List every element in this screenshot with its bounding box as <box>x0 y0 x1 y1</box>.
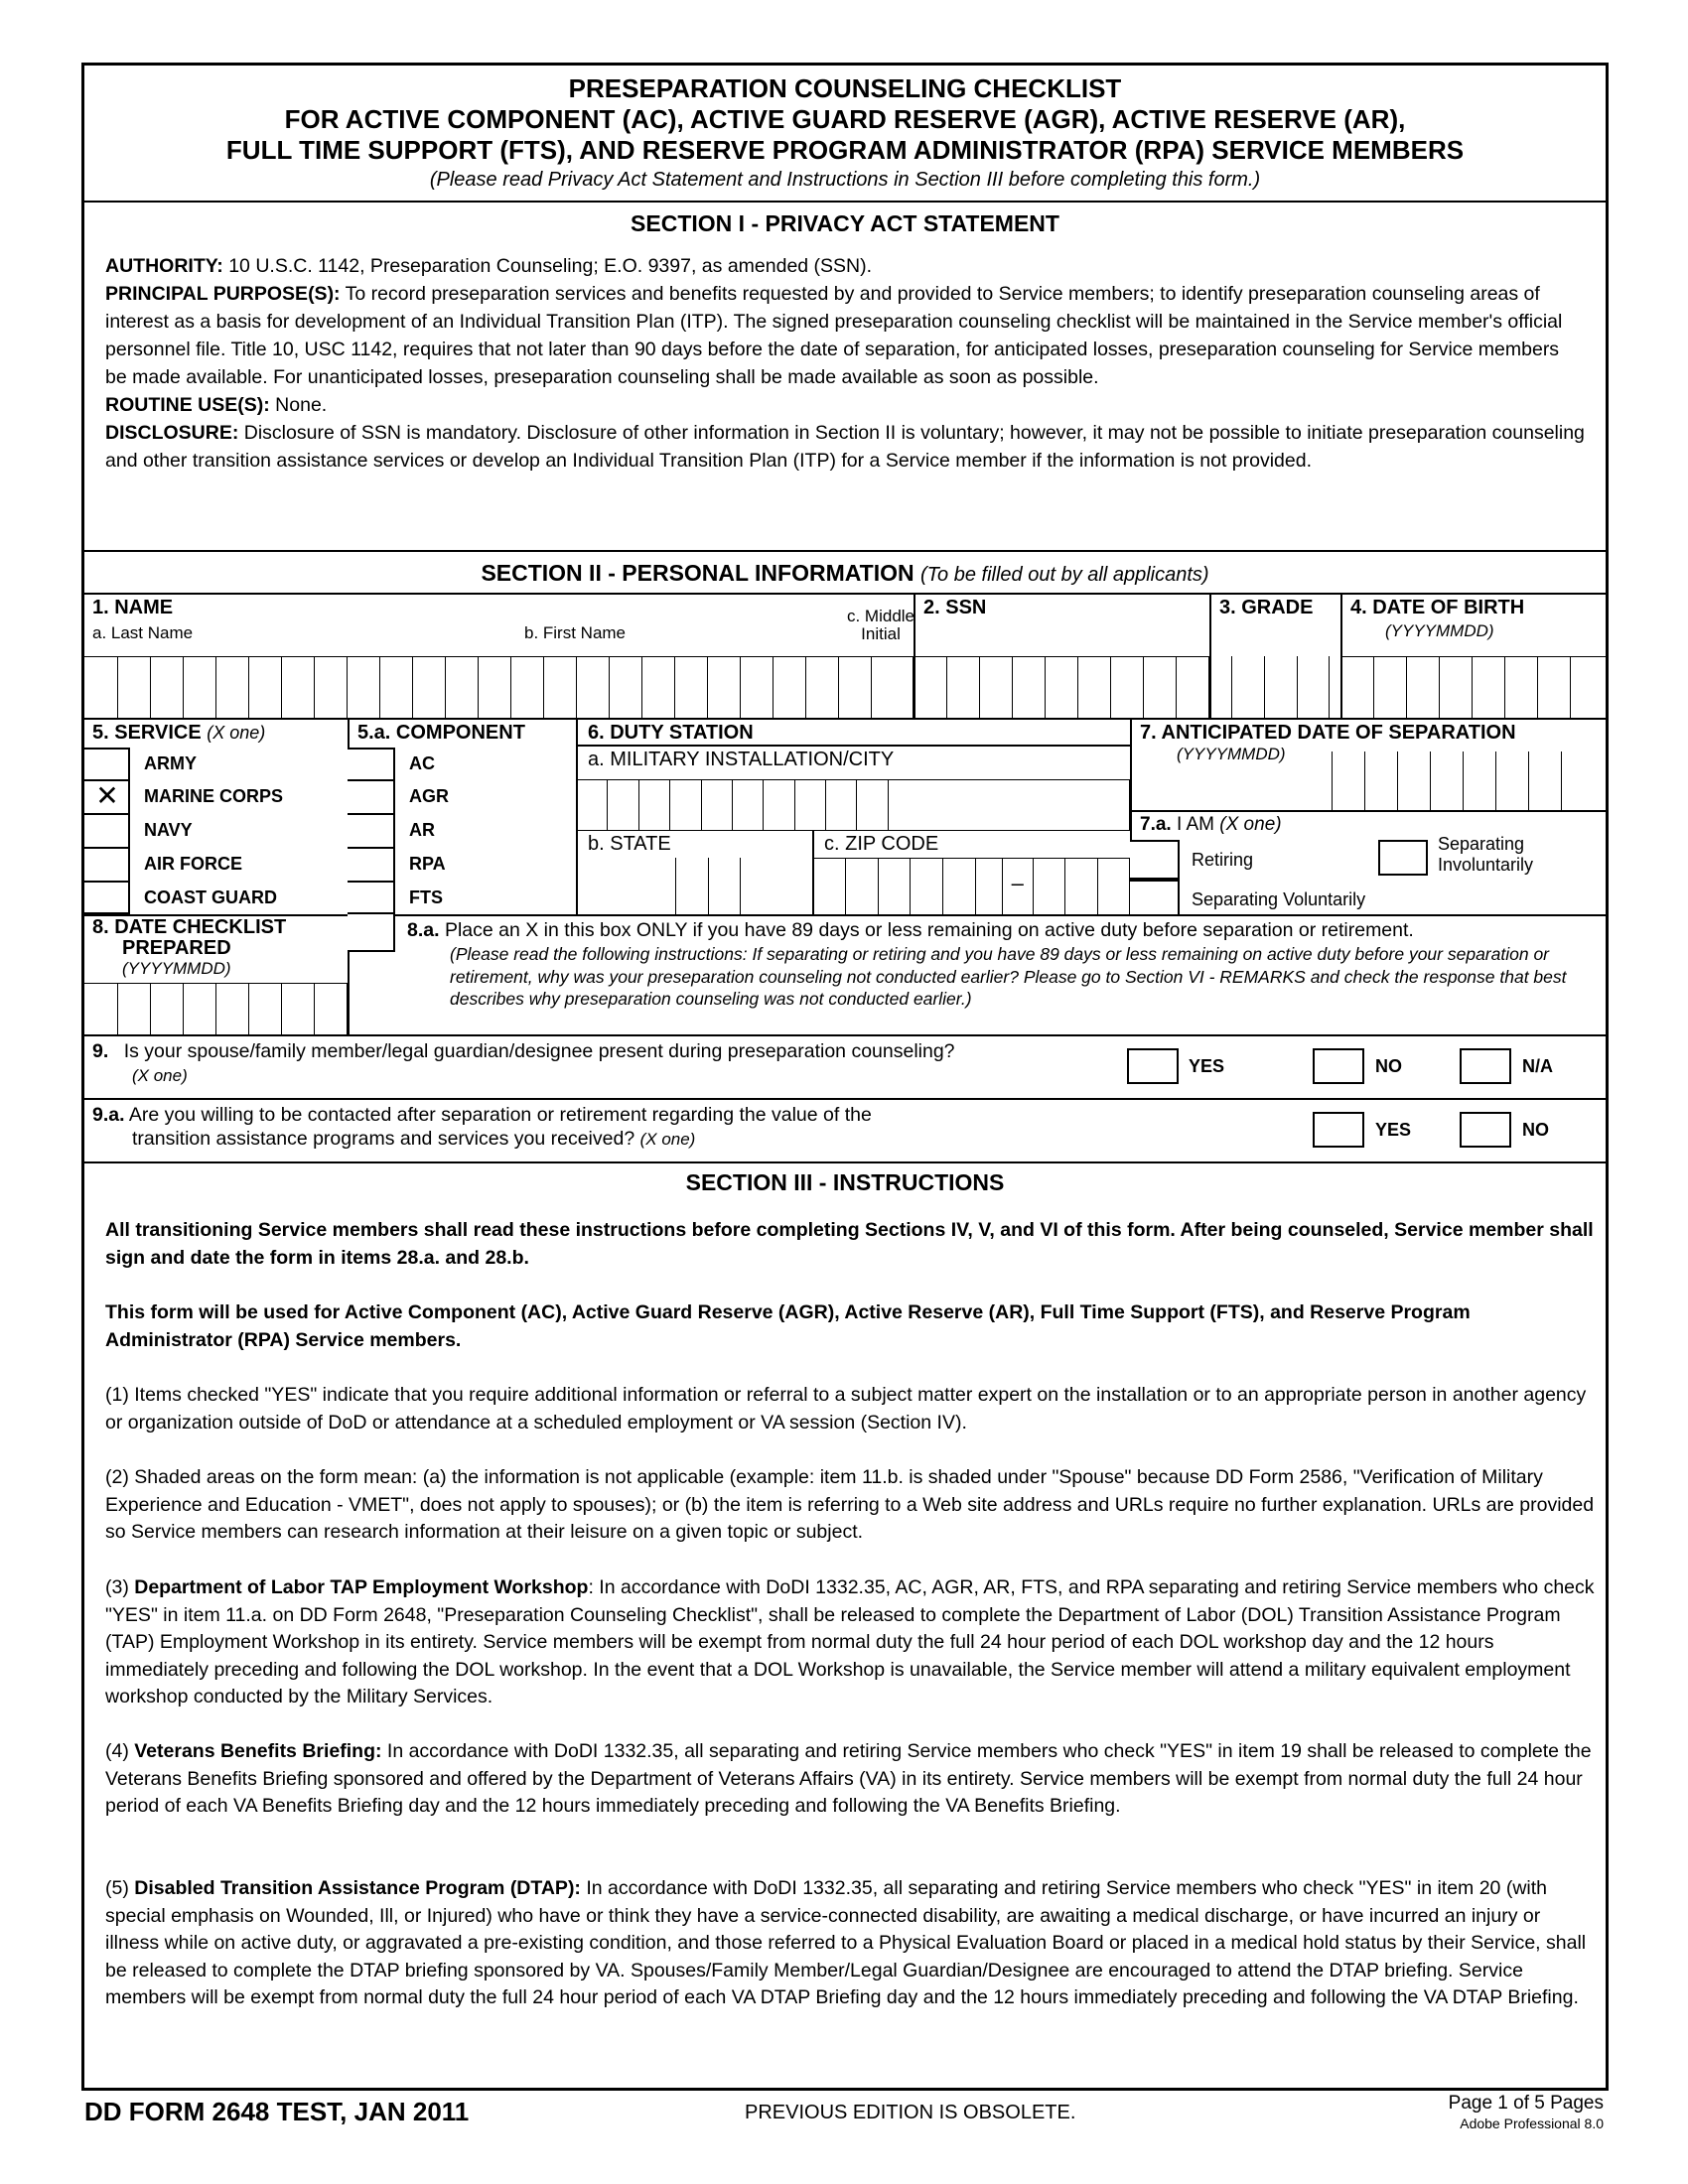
ssn-label: 2. SSN <box>923 597 987 618</box>
obsolete-notice: PREVIOUS EDITION IS OBSOLETE. <box>745 2102 1076 2123</box>
item-8a-label <box>407 919 1414 942</box>
service-marine-corps-checkbox[interactable]: ✕ <box>95 780 119 811</box>
service-label-text: 5. SERVICE <box>92 722 202 744</box>
service-air-force-label: AIR FORCE <box>144 854 242 874</box>
service-label <box>92 722 265 745</box>
component-label: 5.a. COMPONENT <box>357 722 525 744</box>
page-number: Page 1 of 5 Pages <box>1448 2093 1604 2114</box>
disclosure-text: Disclosure of SSN is mandatory. Disclosure of other information in Section II is voluntary; however, it may not be possible to initiate preseparation counseling and other transition assistance services or develop an Individual Transition Plan (ITP) for a Service member if the information is not provided. <box>105 422 1585 472</box>
item-9a-no-checkbox[interactable] <box>1460 1112 1511 1148</box>
divider <box>1130 810 1606 812</box>
service-note: (X one) <box>207 723 266 743</box>
divider <box>84 1161 1606 1163</box>
divider <box>576 745 1130 747</box>
instructions-bold-1: All transitioning Service members shall read these instructions before completing Sections IV, V, and VI of this form. After being counseled, Service member shall sign and date the form in items 28.a. and 28.b. <box>105 1219 1594 1269</box>
item-8a-note: (Please read the following instructions: If separating or retiring and you have 89 days or less remaining on active duty before your separation or retirement, why was your preseparation counseling not conducted earlier? Please go to Section VI - REMARKS and check the response that best describes why preseparation counseling was not conducted earlier.) <box>450 944 1567 1009</box>
i-am-label-text: I AM <box>1171 814 1220 835</box>
date-prepared-a: 8. DATE CHECKLIST <box>92 916 287 938</box>
purpose-text: To record preseparation services and benefits requested by and provided to Service members; to identify preseparation counseling areas of interest as a basis for development of an Individual Transition Plan (ITP). The signed preseparation counseling checklist will be maintained in the Service member's official personnel file. Title 10, USC 1142, requires that not later than 90 days before the date of separation, for anticipated losses, preseparation counseling for Service members be made available. For unanticipated losses, preseparation counseling shall be made available as soon as possible. <box>105 283 1563 388</box>
authority-label: AUTHORITY: <box>105 255 223 277</box>
zip-label: c. ZIP CODE <box>824 833 939 855</box>
item-9-question <box>92 1040 955 1063</box>
item-8a-text: Place an X in this box ONLY if you have 89 days or less remaining on active duty before separation or retirement. <box>439 919 1414 941</box>
item-9-note: (X one) <box>132 1066 188 1085</box>
middle-label-b: Initial <box>861 624 901 643</box>
component-agr-checkbox[interactable] <box>348 779 395 813</box>
page-info <box>1390 2094 1604 2133</box>
service-coast-guard-label: COAST GUARD <box>144 887 277 907</box>
form-page <box>81 63 1609 2091</box>
instruction-3 <box>105 1574 1595 1711</box>
separating-involuntarily-checkbox[interactable] <box>1378 840 1428 876</box>
i-am-note: (X one) <box>1219 814 1282 835</box>
item-9a-line2: transition assistance programs and services you received? <box>132 1128 635 1150</box>
service-air-force-checkbox[interactable] <box>84 847 130 881</box>
instruction-2: (2) Shaded areas on the form mean: (a) the information is not applicable (example: item 11.b. is shaded under "Spouse" because DD Form 2586, "Verification of Military Experience and Education - VMET", does not apply to spouses); or (b) the item is referring to a Web site address and URLs require no further explanation. URLs are provided so Service members can research information at their leisure on a given topic or subject. <box>105 1466 1595 1543</box>
title-line-1: PRESEPARATION COUNSELING CHECKLIST <box>568 73 1122 103</box>
separating-invol-b: Involuntarily <box>1438 855 1534 875</box>
instruction-5 <box>105 1875 1595 2012</box>
item-9-na-label: N/A <box>1522 1056 1553 1076</box>
instruction-5-num: (5) <box>105 1877 135 1899</box>
service-army-checkbox[interactable] <box>84 748 130 779</box>
middle-label-a: c. Middle <box>846 607 915 625</box>
instruction-3-label: Department of Labor TAP Employment Workshop <box>134 1576 589 1598</box>
instruction-4-text: In accordance with DoDI 1332.35, all separating and retiring Service members who check "YES" in item 19 shall be released to complete the Veterans Benefits Briefing sponsored and offered by the Department of Veterans Affairs (VA) in its entirety. Service members will be exempt from normal duty the full 24 hour period of each VA Benefits Briefing day and the 12 hours immediately preceding and following the VA Benefits Briefing. <box>105 1740 1592 1817</box>
section-1-title: SECTION I - PRIVACY ACT STATEMENT <box>631 210 1059 236</box>
section-2-title-note: (To be filled out by all applicants) <box>920 564 1209 586</box>
divider <box>84 914 1606 916</box>
component-ar-checkbox[interactable] <box>348 813 395 847</box>
component-rpa-label: RPA <box>409 854 446 874</box>
middle-initial-label <box>821 608 940 643</box>
first-name-label: b. First Name <box>524 623 627 642</box>
section-2-title <box>84 560 1606 587</box>
item-9-yes-checkbox[interactable] <box>1127 1048 1179 1084</box>
anticipated-date-label: 7. ANTICIPATED DATE OF SEPARATION <box>1140 722 1516 744</box>
service-marine-corps-label: MARINE CORPS <box>144 786 284 806</box>
divider <box>84 550 1606 552</box>
item-9-text: Is your spouse/family member/legal guardian/designee present during preseparation counseling? <box>123 1040 955 1062</box>
purpose-label: PRINCIPAL PURPOSE(S): <box>105 283 341 305</box>
separating-invol-a: Separating <box>1438 834 1525 854</box>
zip-dash: – <box>1011 871 1024 895</box>
separating-voluntarily-label: Separating Voluntarily <box>1192 889 1366 909</box>
instruction-4 <box>105 1738 1595 1821</box>
dob-format: (YYYYMMDD) <box>1385 621 1494 640</box>
instruction-3-text: : In accordance with DoDI 1332.35, AC, AGR, AR, FTS, and RPA separating and retiring Service members who check "YES" in item 11.a. on DD Form 2648, "Preseparation Counseling Checklist", shall be released to complete the Department of Labor (DOL) Transition Assistance Program (TAP) Employment Workshop in its entirety. Service members will be exempt from normal duty the full 24 hour period of each DOL workshop day and the 12 hours immediately preceding and following the DOL workshop. In the event that a DOL Workshop is unavailable, the Service member will attend a military equivalent employment workshop conducted by the Military Services. <box>105 1576 1595 1707</box>
component-fts-checkbox[interactable] <box>348 881 395 914</box>
privacy-note: (Please read Privacy Act Statement and Instructions in Section III before completing this form.) <box>429 169 1261 191</box>
zip-cells[interactable] <box>812 858 1130 914</box>
item-9a-num: 9.a. <box>92 1104 125 1126</box>
state-cells[interactable] <box>675 858 741 914</box>
component-ar-label: AR <box>409 820 435 840</box>
separating-voluntarily-checkbox[interactable] <box>1130 880 1180 914</box>
section-3-title: SECTION III - INSTRUCTIONS <box>685 1169 1005 1195</box>
routine-label: ROUTINE USE(S): <box>105 394 270 416</box>
state-label: b. STATE <box>588 833 671 855</box>
component-agr-label: AGR <box>409 786 449 806</box>
i-am-label-num: 7.a. <box>1140 814 1172 835</box>
retiring-checkbox[interactable] <box>1130 840 1180 880</box>
title-line-2: FOR ACTIVE COMPONENT (AC), ACTIVE GUARD RESERVE (AGR), ACTIVE RESERVE (AR), <box>284 104 1406 134</box>
item-9a-yes-label: YES <box>1375 1120 1412 1140</box>
instruction-4-label: Veterans Benefits Briefing: <box>134 1740 382 1762</box>
title-line-3: FULL TIME SUPPORT (FTS), AND RESERVE PROGRAM ADMINISTRATOR (RPA) SERVICE MEMBERS <box>225 135 1465 165</box>
grade-label: 3. GRADE <box>1219 597 1314 618</box>
ssn-cells[interactable] <box>914 656 1209 718</box>
divider <box>84 718 1606 720</box>
date-prepared-format: (YYYYMMDD) <box>122 959 231 978</box>
divider <box>84 1034 1606 1036</box>
name-cells[interactable] <box>84 656 914 718</box>
retiring-label: Retiring <box>1192 850 1254 870</box>
installation-label: a. MILITARY INSTALLATION/CITY <box>588 749 895 770</box>
service-army-label: ARMY <box>144 753 197 773</box>
item-9-num: 9. <box>92 1040 109 1062</box>
item-9-no-checkbox[interactable] <box>1313 1048 1364 1084</box>
item-9a-note: (X one) <box>639 1130 696 1149</box>
software-note: Adobe Professional 8.0 <box>1460 2116 1604 2131</box>
grade-cells[interactable] <box>1209 656 1340 718</box>
item-9-yes-label: YES <box>1189 1056 1225 1076</box>
date-prepared-cells[interactable] <box>84 983 348 1034</box>
name-label: 1. NAME <box>92 597 174 618</box>
date-prepared-b: PREPARED <box>122 937 231 959</box>
item-9-na-checkbox[interactable] <box>1460 1048 1511 1084</box>
service-navy-checkbox[interactable] <box>84 813 130 847</box>
instruction-4-num: (4) <box>105 1740 135 1762</box>
i-am-label <box>1140 814 1282 836</box>
divider <box>84 201 1606 203</box>
component-fts-label: FTS <box>409 887 443 907</box>
form-title <box>84 73 1606 166</box>
privacy-act-text <box>105 252 1585 475</box>
anticipated-date-cells[interactable] <box>1332 751 1606 810</box>
item-9a-line1: Are you willing to be contacted after separation or retirement regarding the value of the <box>124 1104 872 1126</box>
instruction-5-label: Disabled Transition Assistance Program (DTAP): <box>134 1877 581 1899</box>
instruction-1: (1) Items checked "YES" indicate that you require additional information or referral to a subject matter expert on the installation or to an appropriate person in another agency or organization outside of DoD or attendance at a scheduled employment or VA session (Section IV). <box>105 1384 1587 1433</box>
divider <box>84 593 1606 595</box>
duty-station-label: 6. DUTY STATION <box>588 722 754 744</box>
component-rpa-checkbox[interactable] <box>348 847 395 881</box>
separating-involuntarily-label <box>1438 834 1533 876</box>
form-id: DD FORM 2648 TEST, JAN 2011 <box>84 2097 470 2126</box>
service-coast-guard-checkbox[interactable] <box>84 881 130 914</box>
service-navy-label: NAVY <box>144 820 193 840</box>
last-name-label: a. Last Name <box>92 623 194 642</box>
disclosure-label: DISCLOSURE: <box>105 422 239 444</box>
instruction-5-text: In accordance with DoDI 1332.35, all separating and retiring Service members who check "YES" in item 20 (with special emphasis on Wounded, Ill, or Injured) who have or think they have a service-connected disability, are awaiting a medical discharge, or have incurred an injury or illness while on active duty, or aggravated a pre-existing condition, and those referred to a Physical Evaluation Board or placed in a medical hold status by their Service, shall be released to complete the DTAP briefing sponsored by VA. Spouses/Family Member/Legal Guardian/Designee are encouraged to attend the DTAP briefing. Service members will be exempt from normal duty the full 24 hour period of each VA DTAP Briefing day and the 12 hours immediately preceding and following the VA DTAP Briefing. <box>105 1877 1587 2008</box>
item-9a-no-label: NO <box>1522 1120 1549 1140</box>
section-2-title-text: SECTION II - PERSONAL INFORMATION <box>481 560 914 586</box>
item-9a-question <box>92 1104 872 1127</box>
divider <box>84 1098 1606 1100</box>
item-9a-yes-checkbox[interactable] <box>1313 1112 1364 1148</box>
dob-cells[interactable] <box>1340 656 1606 718</box>
installation-cells[interactable] <box>576 779 1130 831</box>
component-ac-label: AC <box>409 753 435 773</box>
instructions-bold-2: This form will be used for Active Component (AC), Active Guard Reserve (AGR), Active Reserve (AR), Full Time Support (FTS), and Reserve Program Administrator (RPA) Service members. <box>105 1301 1471 1351</box>
component-ac-checkbox[interactable] <box>348 748 395 779</box>
item-9-no-label: NO <box>1375 1056 1402 1076</box>
item-9a-question-line2 <box>132 1128 695 1151</box>
item-8a-checkbox[interactable] <box>348 914 395 952</box>
dob-label: 4. DATE OF BIRTH <box>1350 597 1525 618</box>
routine-text: None. <box>269 394 328 416</box>
anticipated-date-format: (YYYYMMDD) <box>1177 745 1286 763</box>
instruction-3-num: (3) <box>105 1576 135 1598</box>
item-8a-num: 8.a. <box>407 919 440 941</box>
authority-text: 10 U.S.C. 1142, Preseparation Counseling; E.O. 9397, as amended (SSN). <box>222 255 873 277</box>
date-prepared-label <box>92 917 286 959</box>
